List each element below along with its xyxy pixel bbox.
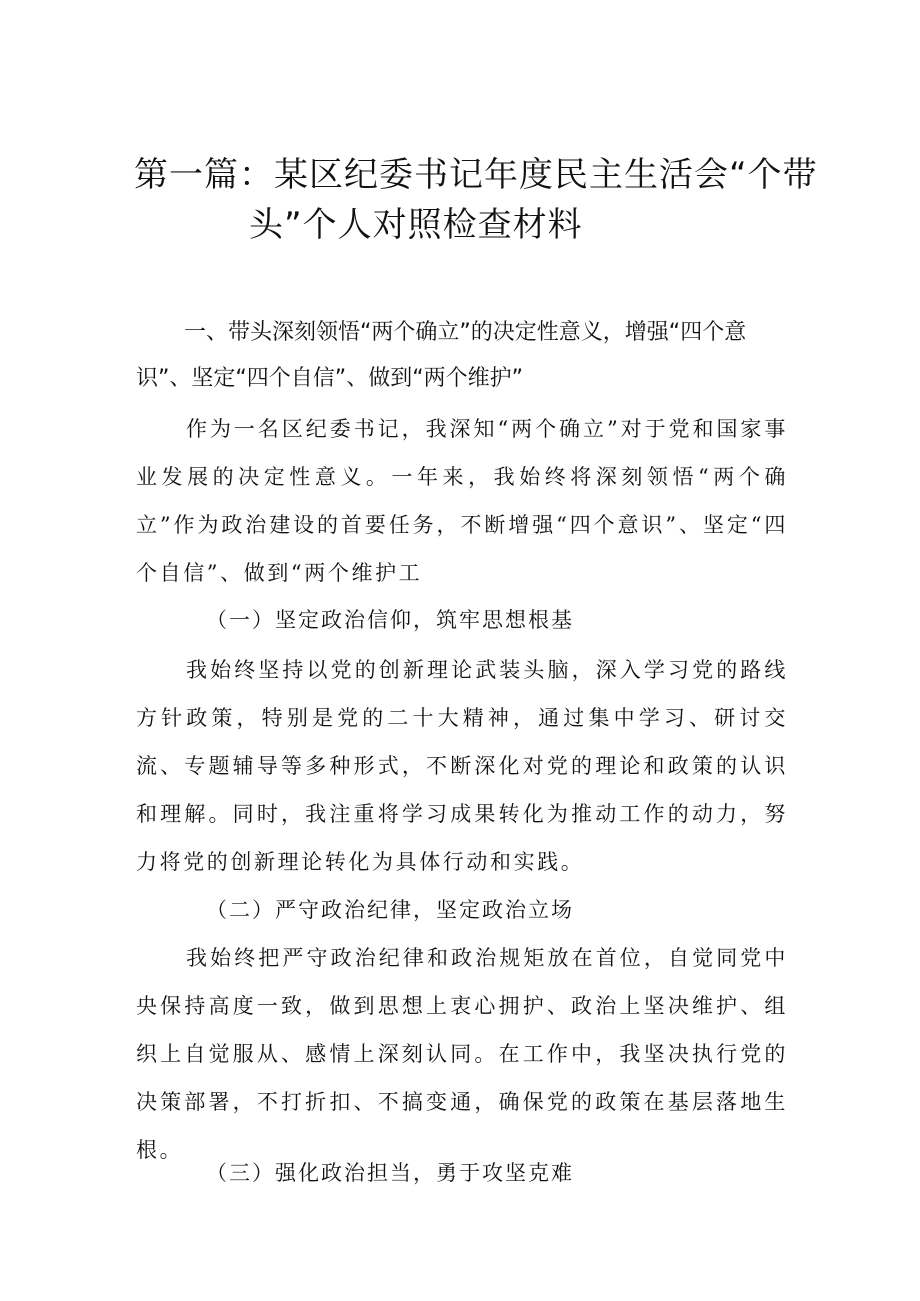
subsection-2-heading: （二）严守政治纪律，坚定政治立场: [206, 898, 574, 922]
document-title: [134, 150, 818, 250]
subsection-1-paragraph: 我始终坚持以党的创新理论武装头脑，深入学习党的路线方针政策，特别是党的二十大精神，通过集中学习、研讨交流、专题辅导等多种形式，不断深化对党的理论和政策的认识和理解。同时，我注重将学习成果转化为推动工作的动力，努力将党的创新理论转化为具体行动和实践。: [136, 658, 788, 874]
intro-paragraph: 作为一名区纪委书记，我深知“两个确立”对于党和国家事业发展的决定性意义。一年来，我始终将深刻领悟“两个确立”作为政治建设的首要任务，不断增强“四个意识”、坚定“四个自信”、做到“两个维护工: [136, 417, 788, 585]
title-line-2: 头”个人对照检查材料: [249, 205, 583, 245]
subsection-2-paragraph: 我始终把严守政治纪律和政治规矩放在首位，自觉同党中央保持高度一致，做到思想上衷心拥护、政治上坚决维护、组织上自觉服从、感情上深刻认同。在工作中，我坚决执行党的决策部署，不打折扣、不搞变通，确保党的政策在基层落地生根。: [136, 946, 788, 1162]
subsection-3-heading: （三）强化政治担当，勇于攻坚克难: [206, 1161, 574, 1185]
section-1-heading: 一、带头深刻领悟“两个确立”的决定性意义，增强“四个意识”、坚定“四个自信”、做到“两个维护”: [136, 320, 747, 391]
subsection-1-heading: （一）坚定政治信仰，筑牢思想根基: [206, 608, 574, 632]
title-line-1: 第一篇：某区纪委书记年度民主生活会“个带: [134, 155, 818, 195]
